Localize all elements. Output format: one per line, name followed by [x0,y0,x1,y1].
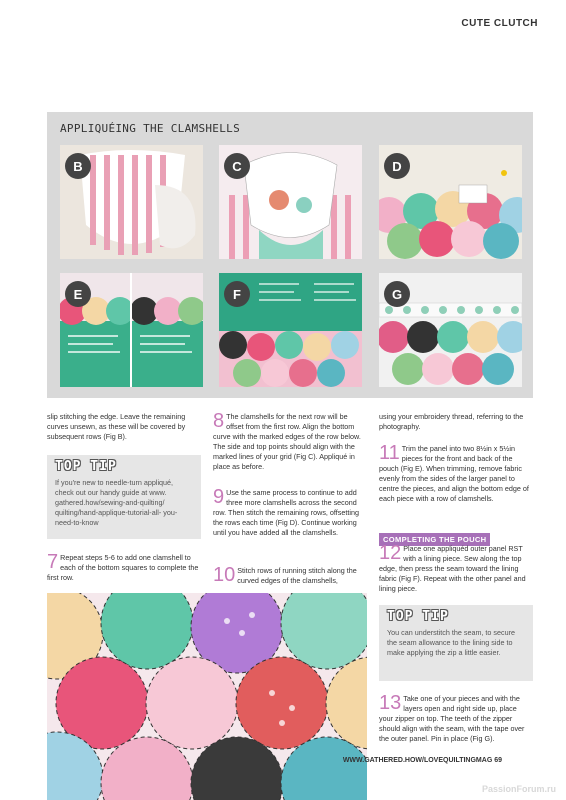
step-13 [379,694,531,744]
fig-badge-f: F [224,281,250,307]
photo-fig-c [219,145,362,259]
step-9-number: 9 [213,486,225,508]
step-13-text: Take one of your pieces and with the layers open and right side up, place your zipper on top. The teeth of the zipper should align with the seam, with the tape over the outer panel. Pin in place (Fig G). [379,694,525,743]
step-13-number: 13 [379,692,402,714]
step-9 [213,488,365,538]
step-12 [379,544,531,594]
photo-fig-e [60,273,203,387]
photo-fig-b [60,145,203,259]
tip-text-1: If you're new to needle-turn appliqué, check out our handy guide at www. gathered.how/sewing-and-quilting/ quilting/hand-applique-tutorial-all- you-need-to-know [55,478,178,527]
section-header: CUTE CLUTCH [461,18,538,29]
step-10-text: Stitch rows of running stitch along the curved edges of the clamshells, [237,566,357,585]
fig-badge-e: E [65,281,91,307]
tip-title-2: TOP TIP [387,609,449,624]
watermark: PassionForum.ru [481,784,556,794]
step-11 [379,444,531,504]
step-8 [213,412,365,472]
step-7 [47,553,201,583]
photo-fig-f [219,273,362,387]
fig-badge-g: G [384,281,410,307]
fig-badge-c: C [224,153,250,179]
large-clamshell-photo [47,593,367,800]
step-9-text: Use the same process to continue to add three more clamshells across the second row. Then stitch the remaining rows, offsetting the rows each time (Fig D). Continue working until you have added all the clamshells. [213,488,359,537]
page-footer: WWW.GATHERED.HOW/LOVEQUILTINGMAG 69 [342,757,502,764]
large-photo-image [47,593,367,800]
step-7-text: Repeat steps 5-6 to add one clamshell to each of the bottom squares to complete the first row. [47,553,199,582]
photo-fig-d [379,145,522,259]
step-10-number: 10 [213,564,236,586]
col1-intro: slip stitching the edge. Leave the remaining curves unsewn, as these will be covered by subsequent rows (Fig B). [47,412,186,441]
tip-box-1 [47,455,201,539]
col3-intro-text: using your embroidery thread, referring to the photography. [379,412,524,431]
fig-badge-b: B [65,153,91,179]
section-heading: COMPLETING THE POUCH [379,533,490,546]
photo-fig-g [379,273,522,387]
tip-box-2 [379,605,533,681]
step-11-text: Trim the panel into two 8½in x 5½in pieces for the front and back of the pouch (Fig E). When trimming, remove fabric evenly from the sides of the larger panel to centre the pieces, and align the bottom edge of each piece with a row of clamshells. [379,444,529,503]
column-1 [47,412,197,442]
tip-text-2: You can understitch the seam, to secure the seam allowance to the lining side to make applying the zip a little easier. [387,628,515,657]
step-12-number: 12 [379,542,402,564]
step-7-number: 7 [47,551,59,573]
step-10 [213,566,365,586]
step-8-text: The clamshells for the next row will be offset from the first row. Align the bottom curve with the marked edges of the row below. The side and top points should align with the marked lines of your grid (Fig C). Appliqué in place as before. [213,412,361,471]
fig-badge-d: D [384,153,410,179]
step-12-text: Place one appliquéd outer panel RST with a lining piece. Sew along the top edge, then press the seam toward the lining fabric (Fig F). Repeat with the other panel and lining piece. [379,544,526,593]
panel-title: APPLIQUÉING THE CLAMSHELLS [60,122,240,135]
step-8-number: 8 [213,410,225,432]
step-11-number: 11 [379,442,400,464]
tip-title-1: TOP TIP [55,459,117,474]
col3-intro [379,412,529,432]
